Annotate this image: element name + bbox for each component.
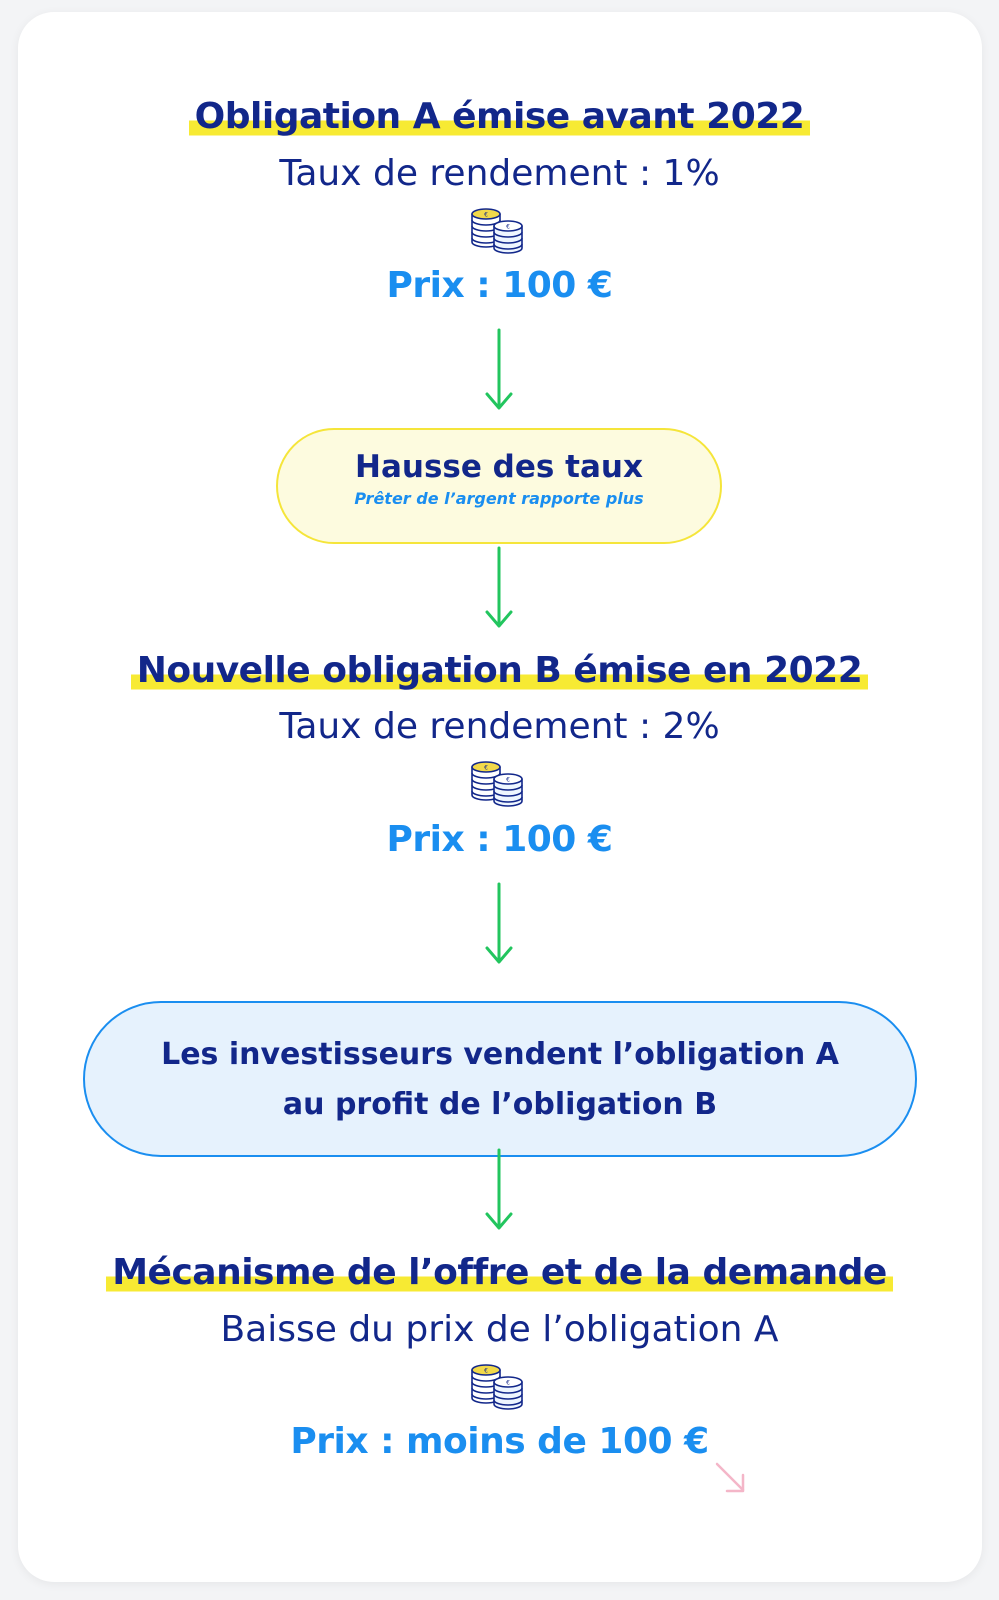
coin-stack-icon [466,757,528,809]
arrow-down-icon [484,882,514,966]
step5-title: Mécanisme de l’offre et de la demande [106,1252,893,1294]
investors-pill [83,1001,917,1157]
arrow-down-icon [484,328,514,412]
step1-title-row [0,96,999,138]
rate-rise-pill [276,428,722,544]
investors-line-2: au profit de l’obligation B [282,1087,718,1122]
step1-price: Prix : 100 € [386,265,613,306]
arrow-down-icon [484,546,514,630]
coin-stack-icon [466,1360,528,1412]
coin-stack-icon [466,204,528,256]
step5-price: Prix : moins de 100 € [290,1421,709,1462]
step3-title-row [0,650,999,692]
step3-title: Nouvelle obligation B émise en 2022 [131,650,869,692]
step3-price: Prix : 100 € [386,819,613,860]
rate-rise-subtitle: Prêter de l’argent rapporte plus [354,489,644,508]
step1-title: Obligation A émise avant 2022 [189,96,811,138]
investors-line-1: Les investisseurs vendent l’obligation A [161,1037,839,1072]
step5-title-row [0,1252,999,1294]
step3-rate: Taux de rendement : 2% [279,706,720,747]
arrow-down-icon [484,1148,514,1232]
step5-description: Baisse du prix de l’obligation A [220,1309,779,1350]
rate-rise-title: Hausse des taux [355,449,643,485]
step1-rate: Taux de rendement : 1% [279,153,720,194]
arrow-down-right-icon [713,1460,749,1496]
